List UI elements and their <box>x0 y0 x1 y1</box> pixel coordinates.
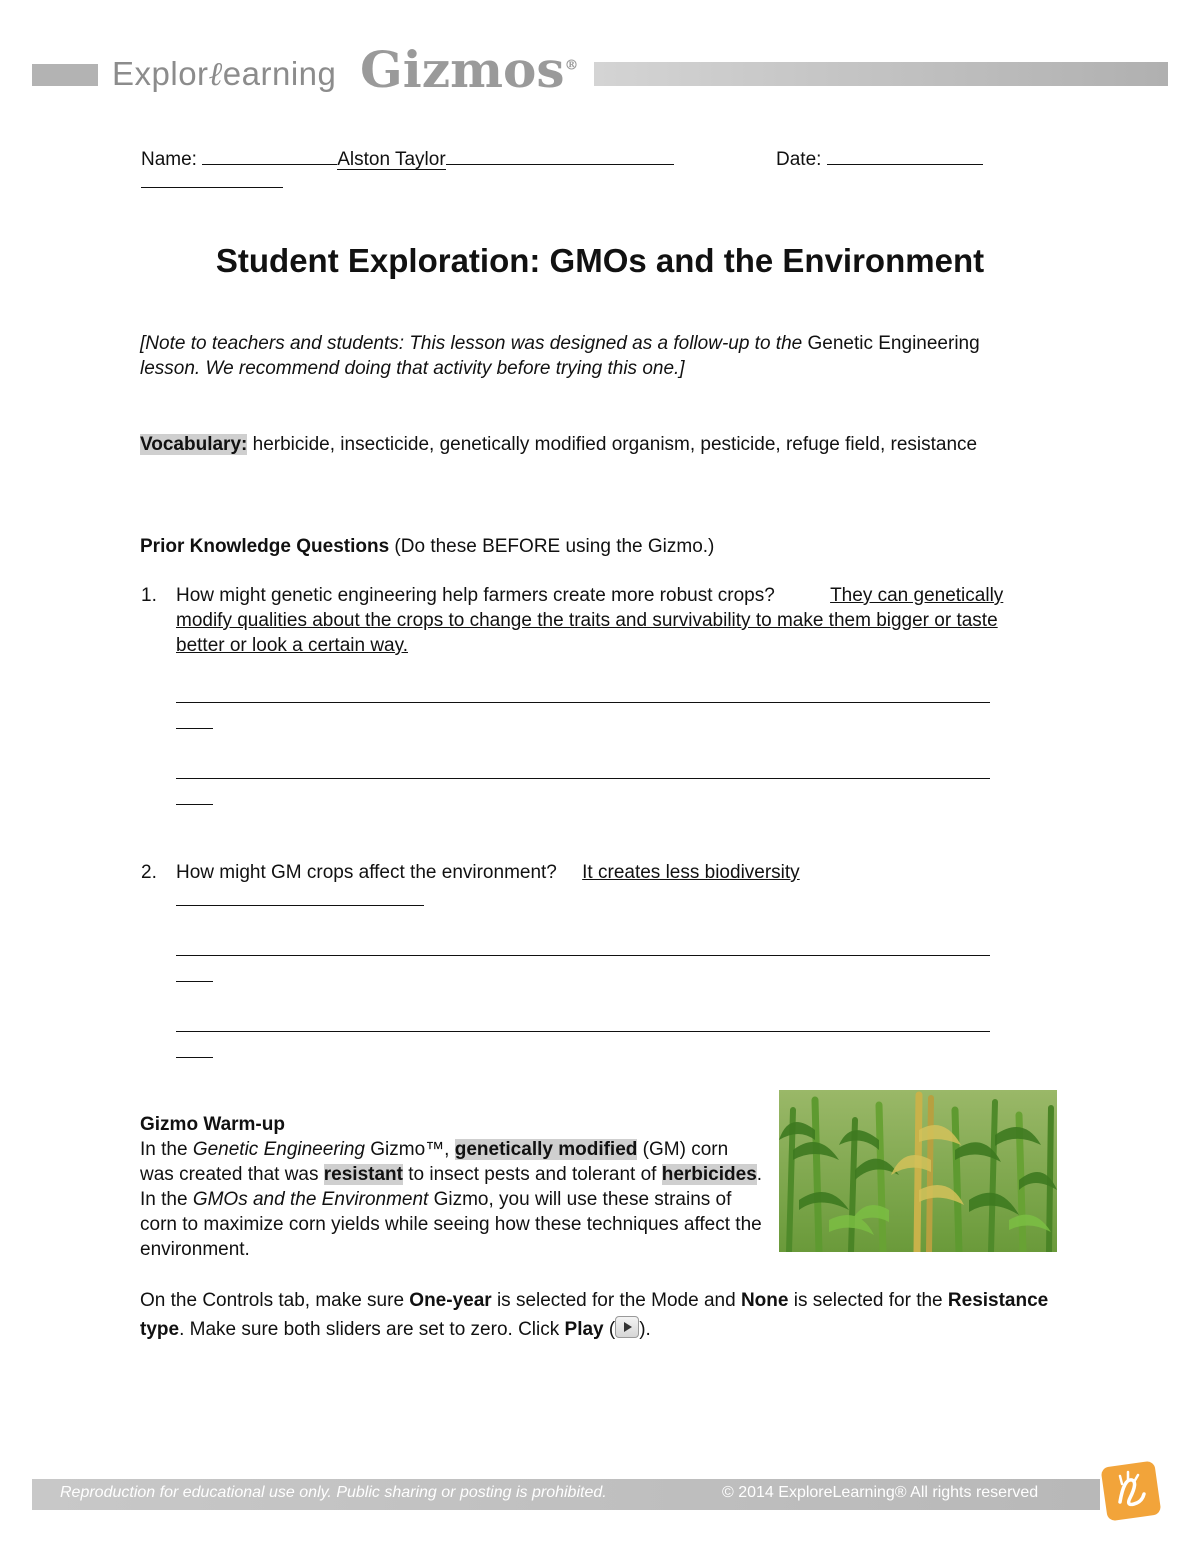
vocabulary-label: Vocabulary: <box>140 434 248 455</box>
teacher-note: [Note to teachers and students: This lesson was designed as a follow-up to the Genetic Engineering lesson. We recommend doing that activity before trying this one.] <box>140 333 980 379</box>
answer-line-short <box>176 1057 213 1058</box>
gizmo-warmup: Gizmo Warm-up In the Genetic Engineering Gizmo™, genetically modified (GM) corn was created that was resistant to insect pests and tolerant of herbicides. In the GMOs and the Environment Gizmo, you will use these strains of corn to maximize corn yields while seeing how these techniques affect the environment. <box>140 1112 765 1262</box>
answer-line-short <box>176 981 213 982</box>
date-label: Date: <box>776 149 822 170</box>
question-1-prompt: How might genetic engineering help farmers create more robust crops? <box>176 585 781 606</box>
date-line-continuation <box>141 187 283 188</box>
answer-line[interactable] <box>176 1031 990 1032</box>
corn-field-image <box>779 1090 1057 1252</box>
answer-line[interactable] <box>176 778 990 779</box>
controls-instruction: On the Controls tab, make sure One-year is selected for the Mode and None is selected for the Resistance type. Make sure both sliders are set to zero. Click Play ( ). <box>140 1290 1049 1340</box>
explorelearning-logo-icon <box>1098 1458 1164 1524</box>
vocabulary <box>140 432 1020 457</box>
page-title: Student Exploration: GMOs and the Environment <box>215 242 985 279</box>
footer-copyright: © 2014 ExploreLearning® All rights reserved <box>722 1484 1039 1501</box>
answer-line[interactable] <box>176 702 990 703</box>
answer-line-short <box>176 905 424 906</box>
question-2 <box>176 860 1026 885</box>
question-2-number: 2. <box>141 862 157 883</box>
play-icon[interactable] <box>615 1316 639 1338</box>
answer-line-short <box>176 804 213 805</box>
question-1 <box>176 583 1026 658</box>
footer-disclaimer: Reproduction for educational use only. Public sharing or posting is prohibited. <box>60 1484 607 1501</box>
prior-knowledge-heading: Prior Knowledge Questions (Do these BEFORE using the Gizmo.) <box>140 536 715 557</box>
question-1-number: 1. <box>141 585 157 606</box>
name-label: Name: <box>141 149 197 170</box>
header-bar-right <box>594 62 1168 86</box>
brand-explorelearning: Explorℓearning <box>112 54 337 93</box>
warmup-heading: Gizmo Warm-up <box>140 1114 285 1135</box>
vocabulary-terms: herbicide, insecticide, genetically modified organism, pesticide, refuge field, resistance <box>247 434 978 455</box>
brand-gizmos: Gizmos® <box>360 40 579 99</box>
answer-line-short <box>176 728 213 729</box>
question-2-answer[interactable]: It creates less biodiversity <box>582 862 800 883</box>
name-value: Alston Taylor <box>337 149 446 170</box>
question-1-answer[interactable]: They can genetically modify qualities about the crops to change the traits and survivability to make them bigger or taste better or look a certain way. <box>176 585 1004 656</box>
answer-line[interactable] <box>176 955 990 956</box>
name-field[interactable] <box>141 144 674 171</box>
header-bar-left <box>32 64 98 86</box>
question-2-prompt: How might GM crops affect the environment? <box>176 862 563 883</box>
date-field[interactable] <box>776 144 983 171</box>
